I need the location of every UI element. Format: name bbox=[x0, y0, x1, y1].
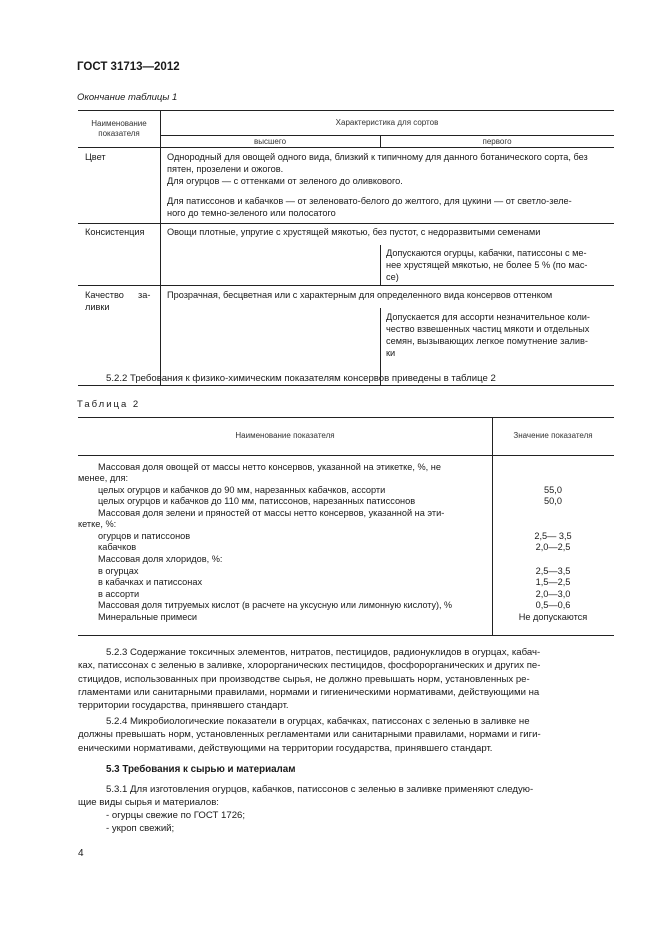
table2-row-name: огурцов и патиссонов bbox=[98, 531, 191, 541]
table2-col-name-header: Наименование показателя bbox=[235, 431, 335, 440]
table1-cell-text: пятен, прозелени и ожогов. bbox=[167, 164, 284, 174]
paragraph-5-3-1: 5.3.1 Для изготовления огурцов, кабачков, патиссонов с зеленью в заливке применяют следую- щие виды сырья и материалов: bbox=[78, 784, 534, 809]
table2-row-name: кабачков bbox=[98, 542, 137, 552]
table1-sort-highest: высшего bbox=[253, 137, 287, 146]
paragraph-5-2-4: 5.2.4 Микробиологические показатели в огурцах, кабачках, патиссонах с зеленью в заливке не должны превышать норм, установленных регламентами или санитарными правилами, нормами и гиги- еническими нормативами, действующими на территории государства, принявшего стандарт. bbox=[78, 716, 541, 754]
table2-row-value: Не допускаются bbox=[518, 612, 588, 622]
table2-col-value-header: Значение показателя bbox=[513, 431, 593, 440]
list-item: - огурцы свежие по ГОСТ 1726; bbox=[106, 810, 246, 821]
table1-cell-text: Допускается для ассорти незначительное коли- bbox=[386, 312, 590, 322]
table2-row-name: целых огурцов и кабачков до 110 мм, патиссонов, нарезанных патиссонов bbox=[98, 496, 416, 506]
table1 bbox=[78, 110, 614, 386]
table2 bbox=[78, 417, 614, 636]
table1-cell-text: се) bbox=[386, 272, 399, 282]
table2-row-value: 1,5—2,5 bbox=[535, 577, 571, 587]
table1-sort-first: первого bbox=[482, 137, 512, 146]
table1-cell-text: Для огурцов — с оттенками от зеленого до оливкового. bbox=[167, 176, 403, 186]
table1-col-name-header: Наименование показателя bbox=[91, 119, 147, 138]
section-title: 5.3 Требования к сырью и материалам bbox=[106, 764, 296, 775]
table1-col-char-header: Характеристика для сортов bbox=[335, 118, 439, 127]
table2-row-name: Минеральные примеси bbox=[98, 612, 198, 622]
table2-row-name: менее, для: bbox=[78, 473, 129, 483]
paragraph-5-2-2: 5.2.2 Требования к физико-химическим показателям консервов приведены в таблице 2 bbox=[106, 373, 496, 384]
table1-row-name: Цвет bbox=[85, 152, 106, 162]
document-header: ГОСТ 31713—2012 bbox=[77, 61, 180, 73]
table1-cell-text: Допускаются огурцы, кабачки, патиссоны с ме- bbox=[386, 248, 587, 258]
table2-row-name: в ассорти bbox=[98, 589, 140, 599]
page-number: 4 bbox=[78, 848, 84, 859]
table2-row-name: целых огурцов и кабачков до 90 мм, нарезанных кабачков, ассорти bbox=[98, 485, 386, 495]
table2-caption: Таблица 2 bbox=[77, 399, 141, 410]
table1-cell-text: чество взвешенных частиц мякоти и отдельных bbox=[386, 324, 590, 334]
table2-row-name: Массовая доля зелени и пряностей от массы нетто консервов, указанной на эти- bbox=[98, 508, 445, 518]
table1-cell-text: семян, вызывающих легкое помутнение залив- bbox=[386, 336, 588, 346]
table2-row-name: в огурцах bbox=[98, 566, 139, 576]
table1-cell-text: Для патиссонов и кабачков — от зеленовато-белого до желтого, для цукини — от светло-зеле- bbox=[167, 196, 572, 206]
table2-row-name: Массовая доля хлоридов, %: bbox=[98, 554, 223, 564]
table2-row-name: в кабачках и патиссонах bbox=[98, 577, 203, 587]
table1-cell-text: ки bbox=[386, 348, 396, 358]
table1-cell-text: Овощи плотные, упругие с хрустящей мякотью, без пустот, с недоразвитыми семенами bbox=[167, 227, 541, 237]
table1-row-name: Консистенция bbox=[85, 227, 145, 237]
table1-cell-text: нее хрустящей мякотью, не более 5 % (по мас- bbox=[386, 260, 588, 270]
table2-row-value: 2,0—2,5 bbox=[535, 542, 571, 552]
table1-cell-text: Прозрачная, бесцветная или с характерным для определенного вида консервов оттенком bbox=[167, 290, 553, 300]
table2-row-name: кетке, %: bbox=[78, 519, 117, 529]
table1-row-name: Качество bbox=[85, 290, 124, 300]
table2-row-value: 0,5—0,6 bbox=[535, 600, 571, 610]
table2-row-value: 55,0 bbox=[544, 485, 562, 495]
table2-row-value: 50,0 bbox=[544, 496, 562, 506]
table2-row-name: Массовая доля овощей от массы нетто консервов, указанной на этикетке, %, не bbox=[98, 462, 441, 472]
table2-row-value: 2,0—3,0 bbox=[535, 589, 571, 599]
table1-caption: Окончание таблицы 1 bbox=[77, 92, 178, 103]
table1-cell-text: ного до темно-зеленого или полосатого bbox=[167, 208, 336, 218]
table1-row-name: ливки bbox=[85, 302, 110, 312]
table2-row-value: 2,5—3,5 bbox=[535, 566, 571, 576]
list-item: - укроп свежий; bbox=[106, 823, 175, 835]
materials-list bbox=[106, 809, 506, 836]
table1-cell-text: Однородный для овощей одного вида, близкий к типичному для данного ботанического сорта, без bbox=[167, 152, 588, 162]
table1-row-name: за- bbox=[138, 290, 151, 300]
table2-row-value: 2,5— 3,5 bbox=[534, 531, 572, 541]
table2-row-name: Массовая доля титруемых кислот (в расчете на уксусную или лимонную кислоту), % bbox=[98, 600, 453, 610]
paragraph-5-2-3: 5.2.3 Содержание токсичных элементов, нитратов, пестицидов, радионуклидов в огурцах, кабач- ках, патиссонах с зеленью в заливке, хлорорганических пестицидов, фосфорорганических и других пе- стицидов, использованных при производстве сырья, не должно превышать норм, установленных ре- гламентами или санитарными правилами, нормами и гигиеническими нормативами, действующими на территории государства, принявшего стандарт. bbox=[78, 647, 541, 712]
